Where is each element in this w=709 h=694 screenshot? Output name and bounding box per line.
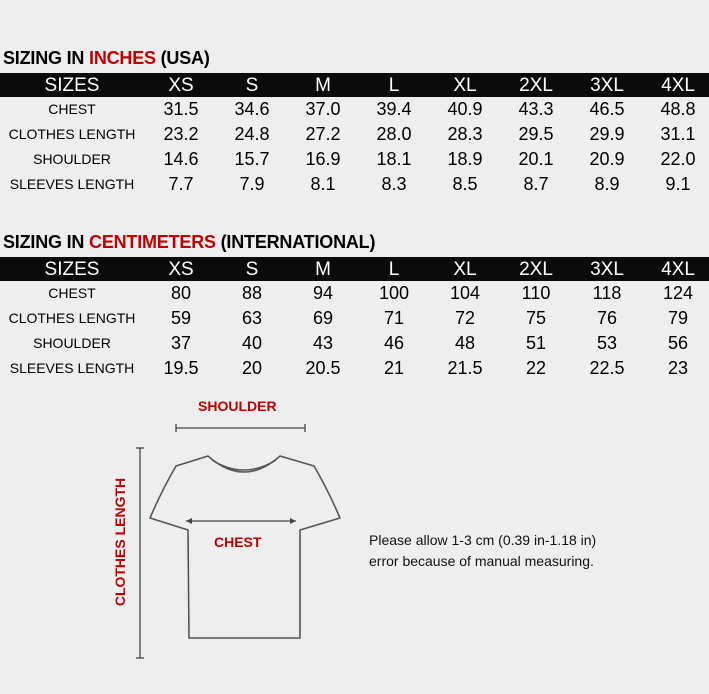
table-cell: 14.6 [163, 149, 199, 169]
table-cell: 9.1 [665, 174, 691, 194]
header-cell: M [315, 259, 331, 280]
table-cell: 8.5 [452, 174, 478, 194]
table-cell: 8.1 [310, 174, 336, 194]
table-cell: 46.5 [589, 99, 625, 119]
centimeters-title-suffix: (INTERNATIONAL) [215, 232, 376, 252]
table-cell: 39.4 [376, 99, 412, 119]
table-cell: 20.5 [305, 358, 341, 378]
table-row [0, 122, 709, 147]
centimeters-title-prefix: SIZING IN [3, 232, 90, 252]
table-cell: 31.1 [660, 124, 696, 144]
table-cell: 28.0 [376, 124, 412, 144]
table-cell: 40.9 [447, 99, 483, 119]
chest-label: CHEST [214, 534, 262, 550]
row-label: CHEST [48, 285, 96, 301]
table-cell: 43.3 [518, 99, 554, 119]
header-cell: L [388, 75, 400, 96]
header-cell: S [245, 259, 259, 280]
shoulder-label: SHOULDER [198, 398, 277, 414]
table-cell: 8.9 [594, 174, 620, 194]
header-cell: M [315, 75, 331, 96]
centimeters-table [0, 257, 709, 381]
table-cell: 63 [241, 308, 263, 328]
table-cell: 18.9 [447, 149, 483, 169]
row-label: CLOTHES LENGTH [8, 310, 136, 326]
table-cell: 110 [521, 283, 551, 303]
header-cell: XS [168, 259, 194, 280]
table-row [0, 306, 709, 331]
table-cell: 40 [241, 333, 263, 353]
table-cell: 28.3 [447, 124, 483, 144]
header-cell: SIZES [44, 259, 100, 280]
table-cell: 34.6 [234, 99, 270, 119]
table-cell: 72 [454, 308, 476, 328]
table-row [0, 97, 709, 122]
inches-title [3, 48, 210, 69]
row-label: CLOTHES LENGTH [8, 126, 136, 142]
header-cell: S [245, 75, 259, 96]
table-cell: 124 [662, 283, 694, 303]
centimeters-title-highlight: CENTIMETERS [89, 232, 216, 252]
table-cell: 53 [596, 333, 618, 353]
note-line: error because of manual measuring. [369, 553, 594, 569]
table-row [0, 147, 709, 172]
table-row [0, 331, 709, 356]
header-cell: L [388, 259, 400, 280]
table-cell: 29.5 [518, 124, 554, 144]
table-row [0, 356, 709, 381]
table-cell: 94 [312, 283, 334, 303]
centimeters-title [3, 232, 375, 253]
table-cell: 69 [312, 308, 334, 328]
header-cell: XL [453, 75, 477, 96]
note-line: Please allow 1-3 cm (0.39 in-1.18 in) [369, 532, 597, 548]
table-cell: 48 [454, 333, 476, 353]
table-cell: 22.0 [660, 149, 696, 169]
table-cell: 43 [312, 333, 334, 353]
row-label: SHOULDER [33, 151, 111, 167]
row-label: SLEEVES LENGTH [9, 176, 135, 192]
row-label: SLEEVES LENGTH [9, 360, 135, 376]
table-cell: 46 [383, 333, 405, 353]
table-cell: 31.5 [163, 99, 199, 119]
table-row [0, 172, 709, 197]
header-cell: XL [453, 259, 477, 280]
table-cell: 79 [667, 308, 689, 328]
inches-body [0, 97, 709, 197]
row-label: CHEST [48, 101, 96, 117]
table-cell: 29.9 [589, 124, 625, 144]
table-cell: 8.7 [523, 174, 549, 194]
measurement-diagram [0, 390, 709, 690]
row-label: SHOULDER [33, 335, 111, 351]
table-cell: 20.9 [589, 149, 625, 169]
inches-title-prefix: SIZING IN [3, 48, 90, 68]
table-row [0, 281, 709, 306]
centimeters-header-row [0, 257, 709, 281]
table-cell: 59 [170, 308, 192, 328]
header-cell: 4XL [661, 75, 695, 96]
header-cell: 2XL [519, 75, 553, 96]
table-cell: 56 [667, 333, 689, 353]
table-cell: 22 [525, 358, 547, 378]
header-cell: XS [168, 75, 194, 96]
table-cell: 18.1 [376, 149, 412, 169]
table-cell: 21.5 [447, 358, 483, 378]
table-cell: 22.5 [589, 358, 625, 378]
table-cell: 80 [170, 283, 192, 303]
centimeters-body [0, 281, 709, 381]
table-cell: 7.7 [168, 174, 194, 194]
table-cell: 37.0 [305, 99, 341, 119]
table-cell: 23.2 [163, 124, 199, 144]
table-cell: 76 [596, 308, 618, 328]
table-cell: 27.2 [305, 124, 341, 144]
table-cell: 71 [383, 308, 405, 328]
measurement-note [369, 530, 596, 572]
inches-title-suffix: (USA) [155, 48, 210, 68]
header-cell: 4XL [661, 259, 695, 280]
header-cell: 2XL [519, 259, 553, 280]
clothes-length-label: CLOTHES LENGTH [112, 477, 128, 607]
table-cell: 24.8 [234, 124, 270, 144]
header-cell: SIZES [44, 75, 100, 96]
table-cell: 23 [667, 358, 689, 378]
table-cell: 118 [592, 283, 622, 303]
table-cell: 20.1 [518, 149, 554, 169]
table-cell: 7.9 [239, 174, 265, 194]
tshirt-illustration [0, 390, 709, 690]
header-cell: 3XL [590, 75, 624, 96]
table-cell: 16.9 [305, 149, 341, 169]
table-cell: 8.3 [381, 174, 407, 194]
header-cell: 3XL [590, 259, 624, 280]
table-cell: 21 [383, 358, 405, 378]
table-cell: 20 [241, 358, 263, 378]
table-cell: 100 [378, 283, 410, 303]
table-cell: 37 [170, 333, 192, 353]
table-cell: 15.7 [234, 149, 270, 169]
table-cell: 88 [241, 283, 263, 303]
table-cell: 19.5 [163, 358, 199, 378]
table-cell: 48.8 [660, 99, 696, 119]
inches-header-row [0, 73, 709, 97]
inches-table [0, 73, 709, 197]
table-cell: 104 [449, 283, 481, 303]
table-cell: 51 [525, 333, 547, 353]
inches-title-highlight: INCHES [89, 48, 156, 68]
table-cell: 75 [525, 308, 547, 328]
